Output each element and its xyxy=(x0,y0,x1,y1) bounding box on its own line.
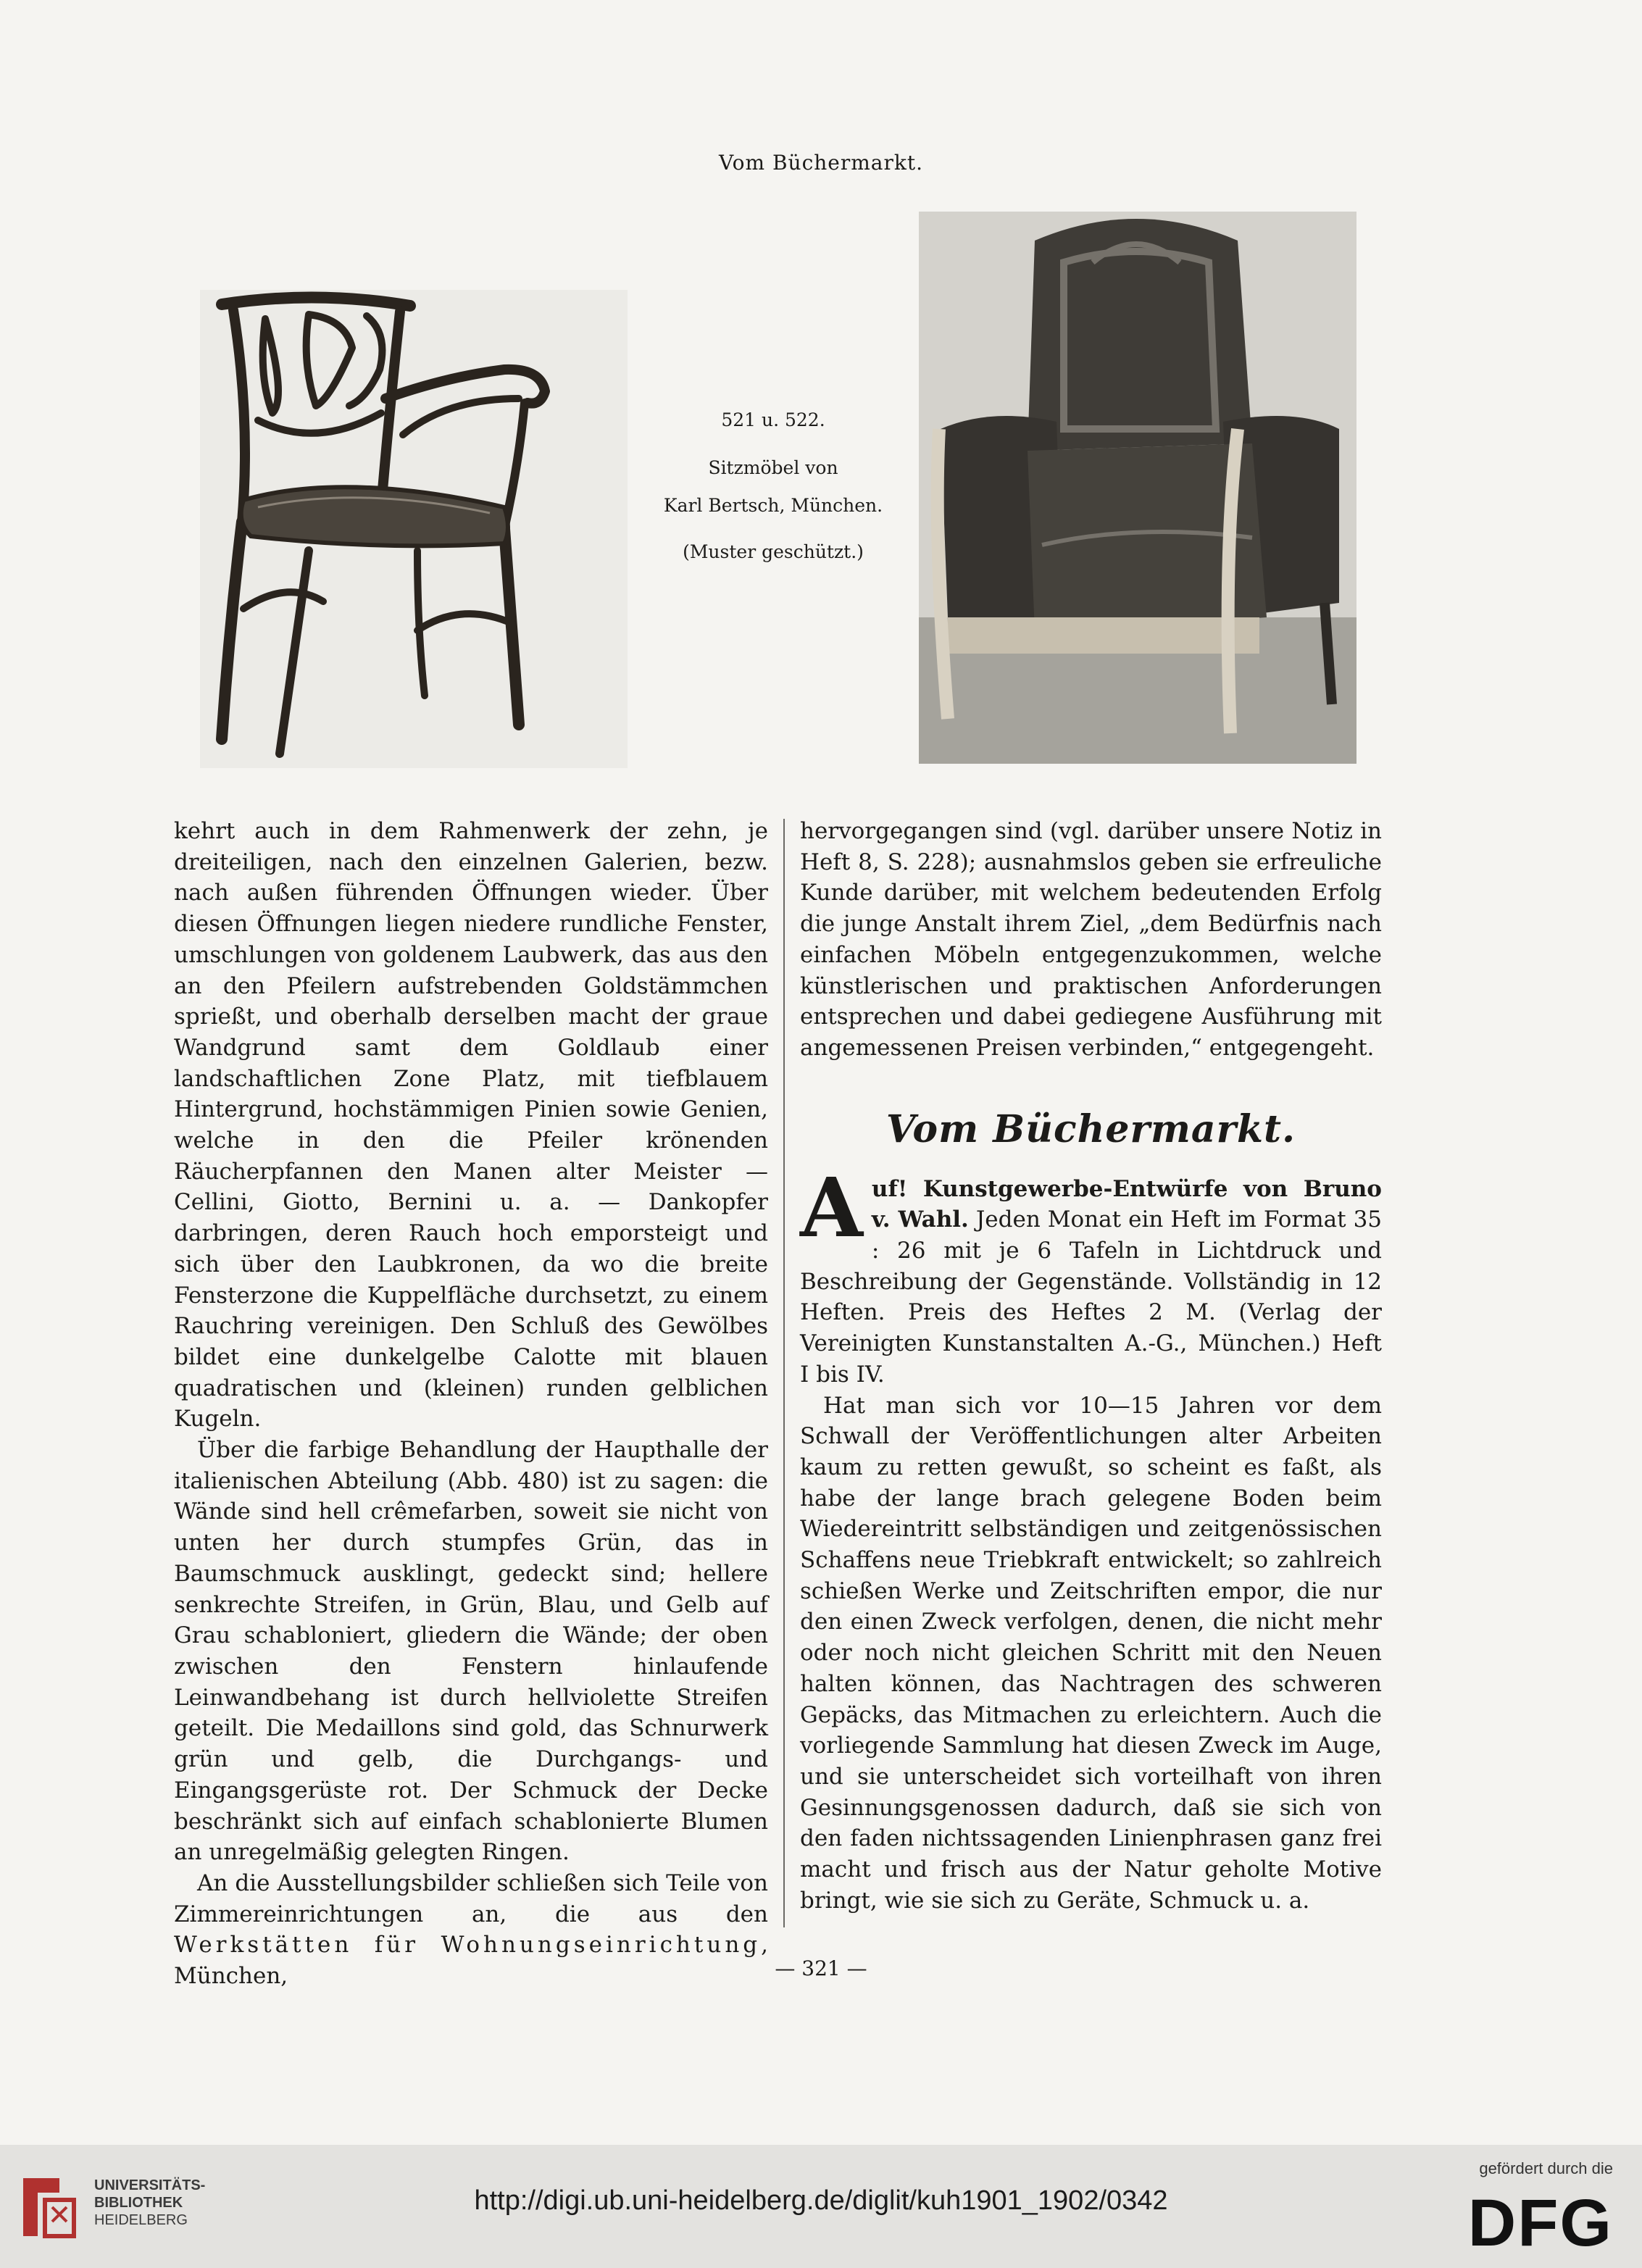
text-run: , München, xyxy=(174,1932,768,1990)
funding-label: gefördert durch die xyxy=(1479,2159,1613,2177)
chair-photo-armchair xyxy=(200,290,628,768)
paragraph: hervorgegangen sind (vgl. darüber unsere Notiz in Heft 8, S. 228); ausnahmslos geben sie erfreuliche Kunde darüber, mit welchem bedeutenden Erfolg die junge Anstalt ihrem Ziel, „dem Bedürfnis nach einfachen Möbeln entgegenzukommen, welche künstlerischen und praktischen Anforderungen entsprechen und dabei gediegene Ausführung mit angemessenen Preisen verbinden,“ entgegengeht. xyxy=(800,818,1382,1061)
library-line: UNIVERSITÄTS- xyxy=(94,2177,206,2193)
review-head-prefix: uf! xyxy=(871,1175,923,1202)
caption-designer: Karl Bertsch, München. xyxy=(663,495,883,516)
paragraph: Über die farbige Behandlung der Haupthalle der italienischen Abteilung (Abb. 480) ist zu sagen: die Wände sind hell crêmefarben, soweit sie nicht von unten her durch stumpfes Grün, das in Baumschmuck ausklingt, gedeckt sind; hellere senkrechte Streifen, in Grün, Blau, und Gelb auf Grau schabloniert, gliedern die Wände; der oben zwischen den Fenstern hinlaufende Leinwandbehang ist durch hellviolette Streifen geteilt. Die Medaillons sind gold, das Schnurwerk grün und gelb, die Durchgangs- und Eingangsgerüste rot. Der Schmuck der Decke beschränkt sich auf einfach schablonierte Blumen an unregelmäßig gelegten Ringen. xyxy=(174,1437,768,1866)
right-text-column xyxy=(800,816,1382,1917)
section-title: Vom Büchermarkt. xyxy=(885,1106,1296,1151)
paragraph: kehrt auch in dem Rahmenwerk der zehn, je dreiteiligen, nach den einzelnen Galerien, bezw. nach außen führenden Öffnungen wieder. Über diesen Öffnungen liegen niedere rundliche Fenster, umschlungen von goldenem Laubwerk, das aus den an den Pfeilern aufstrebenden Goldstämmchen sprießt, und oberhalb derselben macht der graue Wandgrund samt dem Goldlaub einer landschaftlichen Zone Platz, mit tiefblauem Hintergrund, hochstämmigen Pinien sowie Genien, welche in den die Pfeiler krönenden Räucherpfannen den Manen alter Meister — Cellini, Giotto, Bernini u. a. — Dankopfer darbringen, deren Rauch hoch emporsteigt und sich über den Laubkronen, da wo die breite Fensterzone die Kuppelfläche durchsetzt, zu einem Rauchring vereinigen. Den Schluß des Gewölbes bildet eine dunkelgelbe Calotte mit blauen quadratischen und (kleinen) runden gelblichen Kugeln. xyxy=(174,818,768,1433)
caption-figure-numbers: 521 u. 522. xyxy=(721,409,825,430)
review-body: Jeden Monat ein Heft im Format 35 : 26 mit je 6 Tafeln in Lichtdruck und Beschreibung der Gegenstände. Vollständig in 12 Heften. Preis des Heftes 2 M. (Verlag der Vereinigten Kunstanstalten A.-G., München.) Heft I bis IV. xyxy=(800,1206,1383,1388)
review-entry xyxy=(800,1160,1383,1391)
drop-cap: A xyxy=(800,1160,863,1256)
caption-protected: (Muster geschützt.) xyxy=(683,541,864,562)
text-run: An die Ausstellungsbilder schließen sich Teile von Zimmereinrichtungen an, die aus den xyxy=(174,1869,768,1927)
page-number: — 321 — xyxy=(775,1956,867,1980)
column-divider xyxy=(783,819,785,1927)
permalink-url[interactable]: http://digi.ub.uni-heidelberg.de/diglit/kuh1901_1902/0342 xyxy=(474,2185,1168,2216)
library-line: BIBLIOTHEK xyxy=(94,2195,183,2211)
wooden-armchair-image xyxy=(200,290,628,768)
chair-photo-upholstered xyxy=(919,212,1356,764)
upholstered-armchair-image xyxy=(919,212,1356,764)
library-line: HEIDELBERG xyxy=(94,2212,188,2228)
paragraph: Hat man sich vor 10—15 Jahren vor dem Schwall der Veröffentlichungen alter Arbeiten kaum zu retten gewußt, so scheint es faßt, als habe der lange brach gelegene Boden beim Wiedereintritt selbständigen und zeitgenössischen Schaffens neue Triebkraft entwickelt; so zahlreich schießen Werke und Zeitschriften empor, die nur den einen Zweck verfolgen, denen, die nicht mehr oder noch nicht gleichen Schritt mit den Neuen halten können, das Nachtragen des schweren Gepäcks, das Mitmachen zu erleichtern. Auch die vorliegende Sammlung hat diesen Zweck im Auge, und sie unterscheidet sich vorteilhaft von ihren Gesinnungsgenossen dadurch, daß sie sich von den faden nichtssagenden Linienphrasen ganz frei macht und frisch aus der Natur geholte Motive bringt, wie sie sich zu Geräte, Schmuck u. a. xyxy=(800,1392,1382,1914)
footer-bar xyxy=(0,2145,1642,2268)
caption-furniture: Sitzmöbel von xyxy=(708,457,838,478)
dfg-logo: DFG xyxy=(1467,2186,1613,2260)
running-title: Vom Büchermarkt. xyxy=(719,151,923,175)
spaced-emphasis: Werkstätten für Wohnungseinrichtung xyxy=(174,1932,762,1959)
left-text-column xyxy=(174,816,768,1992)
review-head-title: Kunstgewerbe-Entwürfe von Bruno v. Wahl. xyxy=(871,1175,1382,1233)
